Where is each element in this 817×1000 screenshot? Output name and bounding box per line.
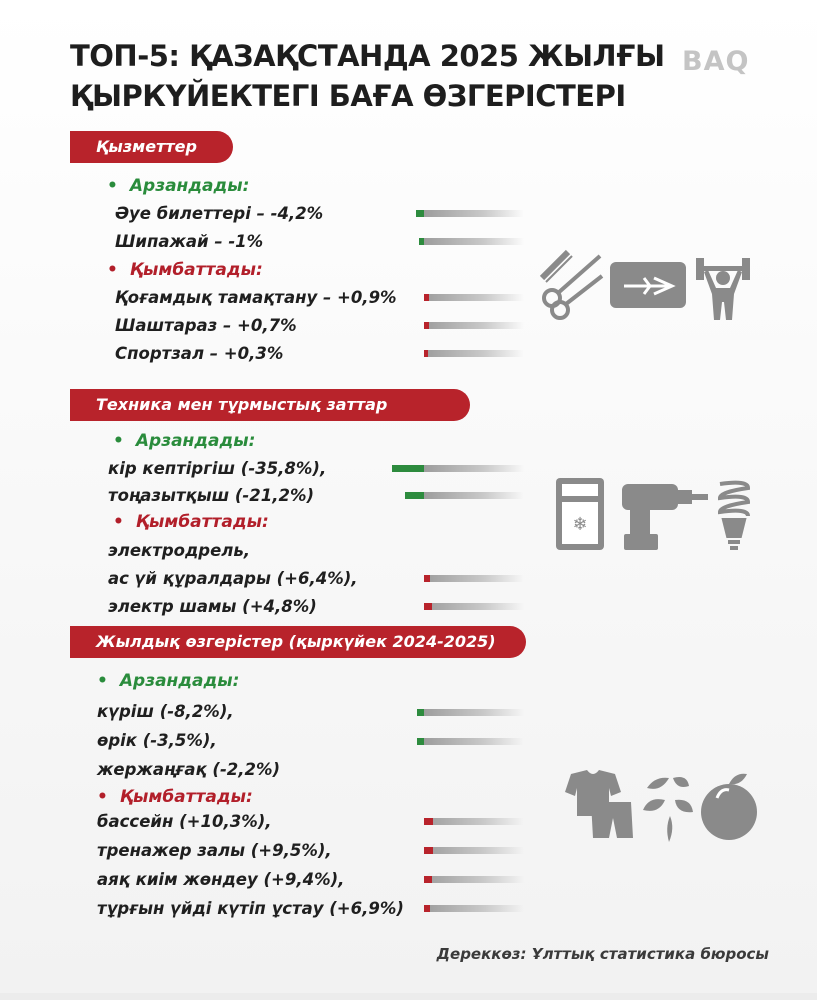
list-item: Қоғамдық тамақтану – +0,9%: [115, 288, 397, 307]
section-heading-annual: Жылдық өзгерістер (қыркүйек 2024-2025): [70, 626, 526, 658]
source-note: Дереккөз: Ұлттық статистика бюросы: [436, 945, 769, 963]
svg-text:❄: ❄: [572, 514, 588, 535]
bar-track: [424, 738, 524, 745]
appliances-down-label: • Арзандады:: [113, 431, 256, 451]
bullet-icon: •: [97, 787, 108, 807]
list-item: Шаштараз – +0,7%: [115, 316, 297, 335]
appliance-icons: [554, 474, 759, 556]
list-item: тренажер залы (+9,5%),: [97, 841, 332, 860]
weightlifter-icon: [696, 258, 750, 320]
bar-rice: [417, 709, 424, 716]
refrigerator-icon: [556, 478, 604, 550]
bar-track: [424, 603, 524, 610]
bar-track: [424, 575, 524, 582]
bar-kitchen-tools: [424, 575, 430, 582]
bar-sanatorium: [419, 238, 424, 245]
bar-track: [424, 294, 524, 301]
annual-down-label: • Арзандады:: [97, 671, 240, 691]
brand-logo: BAQ: [682, 46, 750, 77]
bar-dryer: [392, 465, 424, 472]
bar-track: [424, 350, 524, 357]
bullet-icon: •: [113, 431, 124, 451]
bottom-divider: [0, 993, 817, 1000]
bar-track: [424, 465, 524, 472]
services-down-label: • Арзандады:: [107, 176, 250, 196]
bar-track: [424, 818, 524, 825]
bar-lamp: [424, 603, 432, 610]
bullet-icon: •: [107, 260, 118, 280]
list-item: Спортзал – +0,3%: [115, 344, 284, 363]
list-item: жержаңғақ (-2,2%): [97, 760, 281, 779]
bar-housing: [424, 905, 430, 912]
services-icons: [538, 248, 753, 320]
list-item: Әуе билеттері – -4,2%: [115, 204, 324, 223]
list-item: Шипажай – -1%: [115, 232, 264, 251]
title-line-1: ТОП-5: ҚАЗАҚСТАНДА 2025 ЖЫЛҒЫ: [70, 39, 665, 73]
list-item: тұрғын үйді күтіп ұстау (+6,9%): [97, 899, 404, 918]
bar-gym: [424, 350, 428, 357]
list-item: кір кептіргіш (-35,8%),: [108, 459, 327, 478]
list-item: электр шамы (+4,8%): [108, 597, 317, 616]
list-item: аяқ киім жөндеу (+9,4%),: [97, 870, 345, 889]
bar-track: [424, 322, 524, 329]
bullet-icon: •: [97, 671, 108, 691]
list-item: тоңазытқыш (-21,2%): [108, 486, 315, 505]
bar-track: [424, 238, 524, 245]
list-item: ас үй құралдары (+6,4%),: [108, 569, 358, 588]
bar-track: [424, 492, 524, 499]
bar-shoe-repair: [424, 876, 432, 883]
bullet-icon: •: [107, 176, 118, 196]
bar-hairdresser: [424, 322, 429, 329]
list-item: өрік (-3,5%),: [97, 731, 217, 750]
section-heading-services: Қызметтер: [70, 131, 233, 163]
annual-icons: [557, 768, 757, 848]
appliances-up-label: • Қымбаттады:: [113, 512, 269, 532]
bar-pool: [424, 818, 433, 825]
bar-catering: [424, 294, 429, 301]
bar-track: [424, 876, 524, 883]
drill-icon: [622, 484, 708, 550]
title-line-2: ҚЫРКҮЙЕКТЕГІ БАҒА ӨЗГЕРІСТЕРІ: [70, 79, 626, 113]
bar-fridge: [405, 492, 424, 499]
annual-up-label: • Қымбаттады:: [97, 787, 253, 807]
list-item: бассейн (+10,3%),: [97, 812, 272, 831]
page-title: [70, 36, 665, 116]
bar-track: [424, 847, 524, 854]
section-heading-appliances: Техника мен тұрмыстық заттар: [70, 389, 470, 421]
bar-track: [424, 709, 524, 716]
bullet-icon: •: [113, 512, 124, 532]
comb-scissors-icon: [542, 252, 602, 318]
bar-apricot: [417, 738, 424, 745]
apple-icon: [701, 774, 757, 840]
bar-gym-annual: [424, 847, 433, 854]
leaves-icon: [643, 777, 693, 842]
services-up-label: • Қымбаттады:: [107, 260, 263, 280]
list-item: электродрель,: [108, 541, 251, 560]
list-item: күріш (-8,2%),: [97, 702, 234, 721]
bar-track: [424, 210, 524, 217]
clothes-icon: [565, 770, 633, 838]
light-bulb-icon: [720, 483, 748, 548]
bar-air-tickets: [416, 210, 424, 217]
airplane-ticket-icon: [610, 262, 686, 308]
bar-track: [424, 905, 524, 912]
